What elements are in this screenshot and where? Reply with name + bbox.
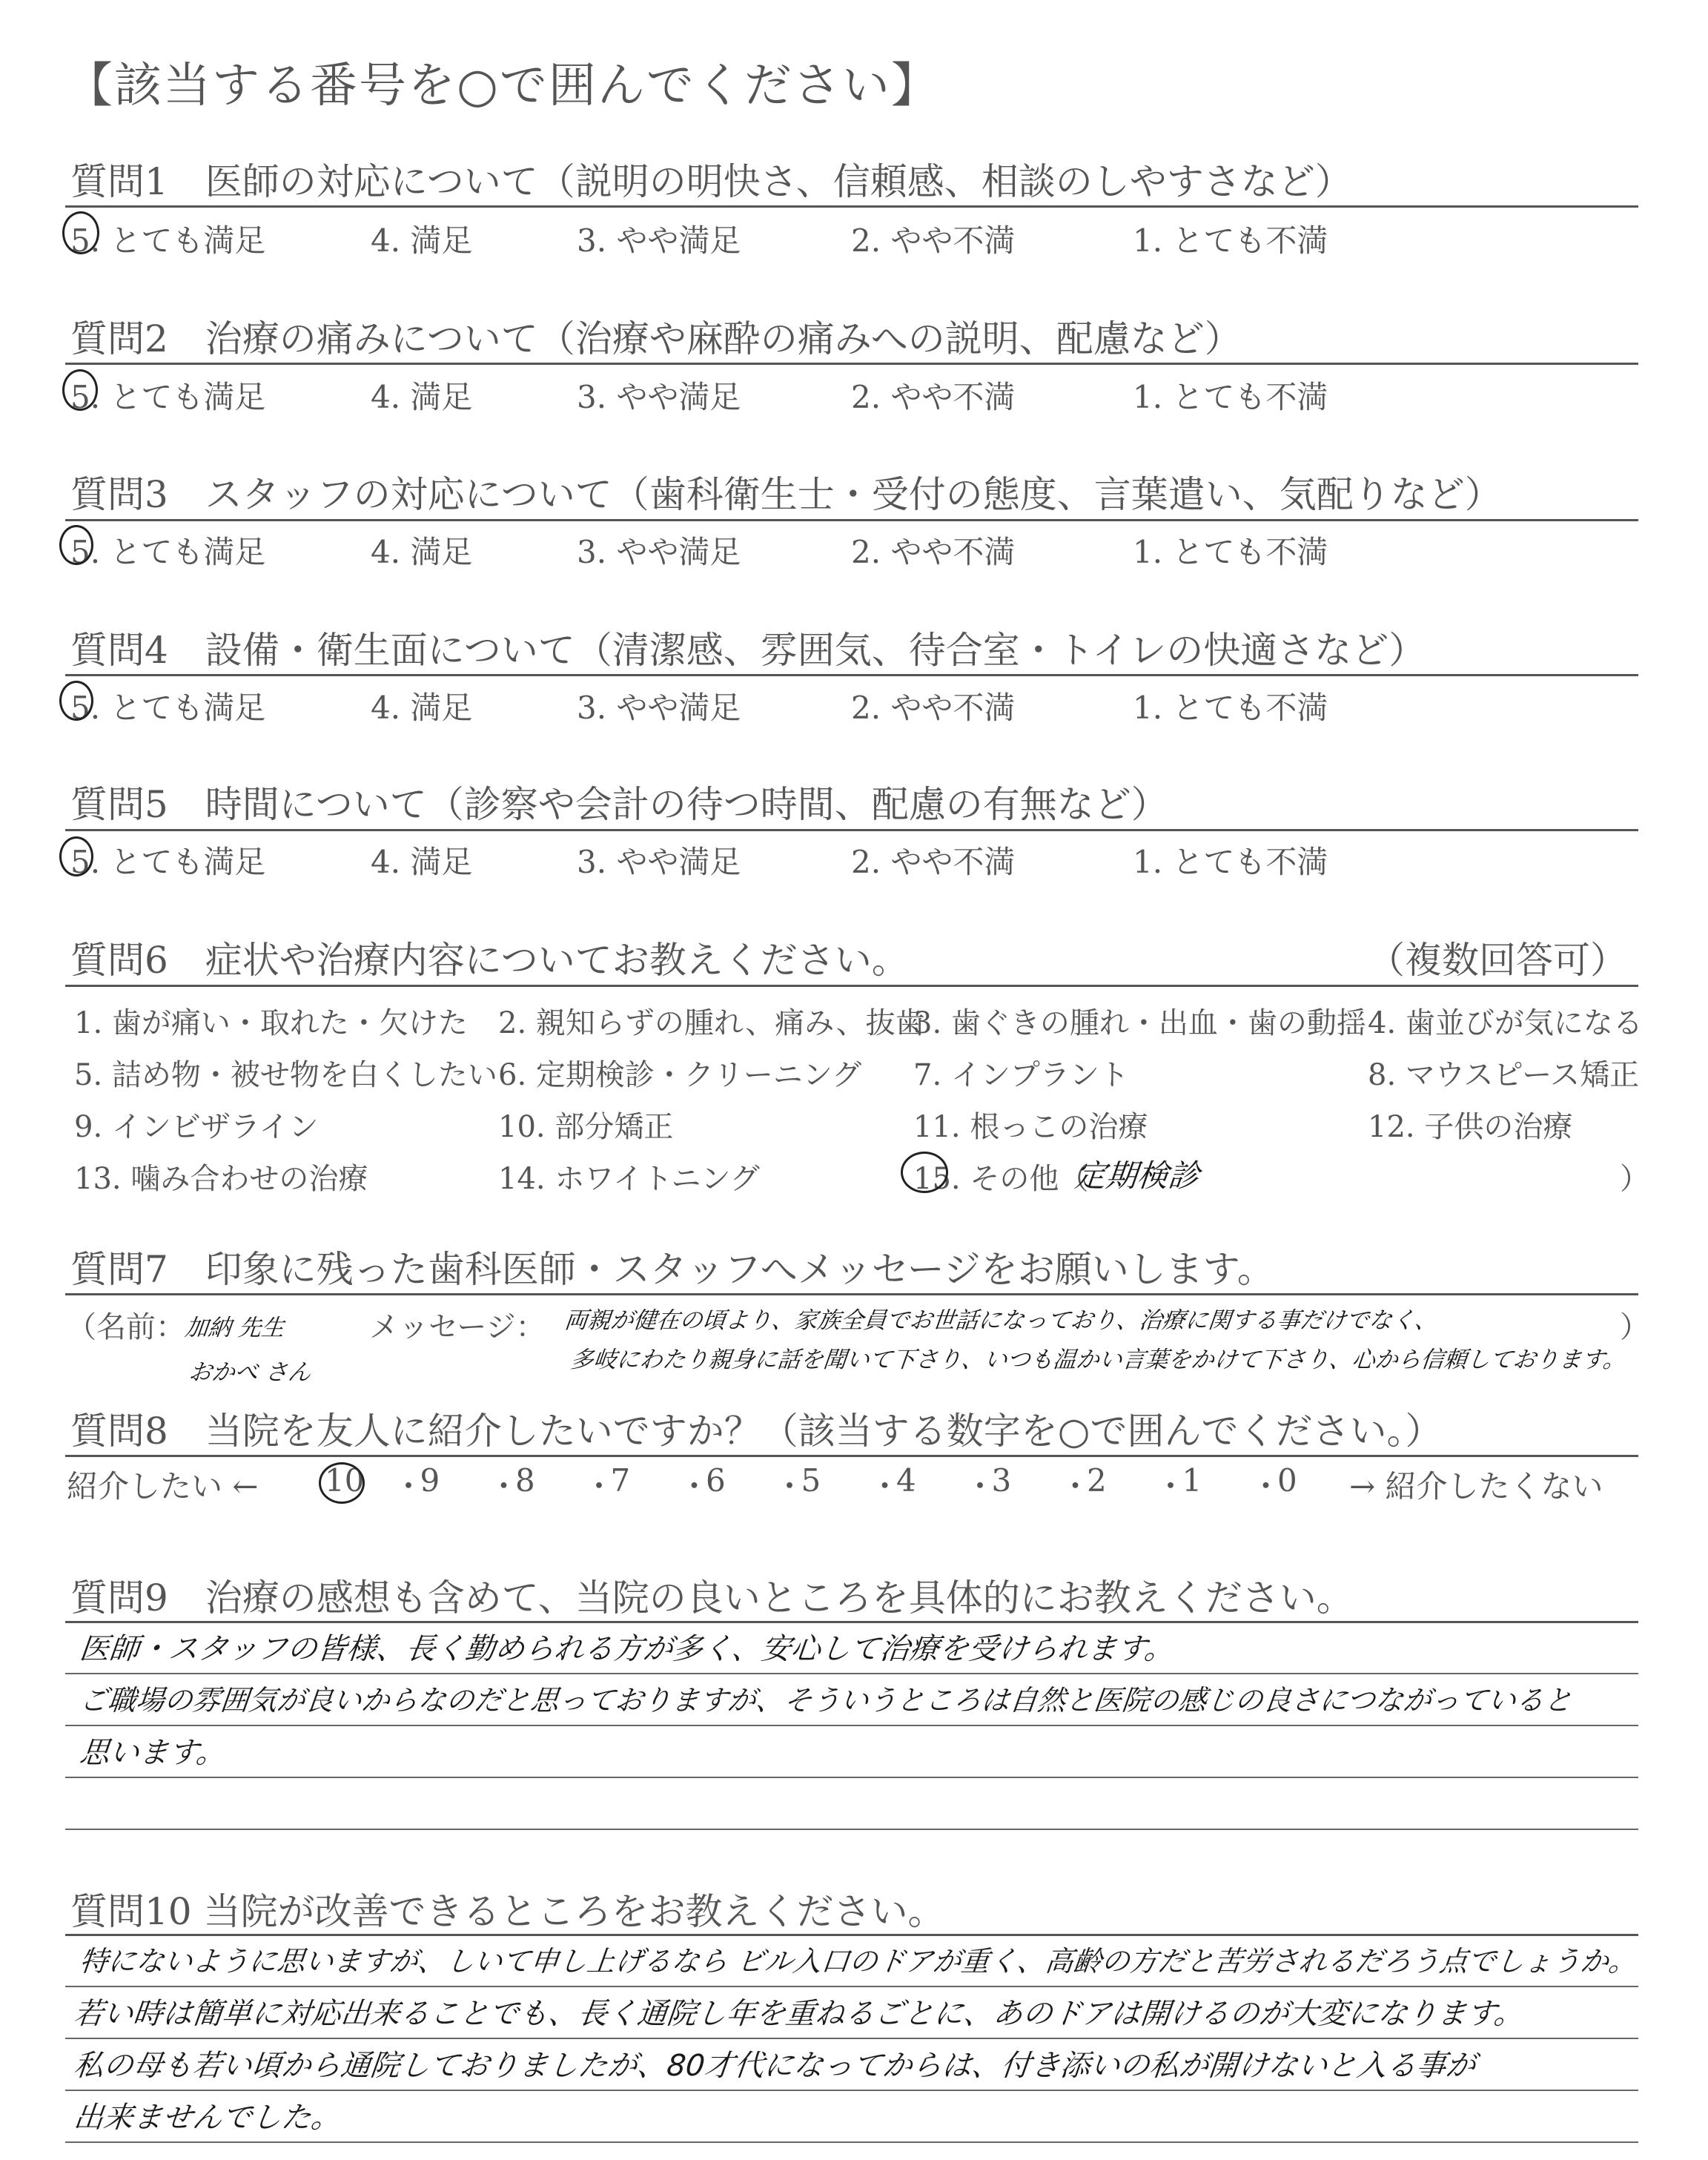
q1-option-5[interactable]: 5. とても満足 [70, 222, 266, 259]
question-6-title: 質問6 症状や治療内容についてお教えください。 [70, 939, 909, 982]
question-2-rule [65, 363, 1638, 365]
q3-option-3[interactable]: 3. やや満足 [577, 534, 741, 570]
q8-scale-3[interactable]: 3 [991, 1462, 1012, 1499]
q5-option-2[interactable]: 2. やや不満 [851, 844, 1016, 880]
q9-answer-line-2: ご職場の雰囲気が良いからなのだと思っておりますが、そういうところは自然と医院の感じの良さにつながっていると [78, 1684, 1575, 1717]
q9-line-rule-2 [65, 1725, 1638, 1726]
question-10-rule [65, 1934, 1638, 1936]
q8-scale-6[interactable]: 6 [706, 1462, 726, 1499]
q7-close: ） [1620, 1310, 1649, 1344]
q8-scale-separator: ・ [488, 1468, 520, 1505]
q8-scale-separator: ・ [1059, 1468, 1091, 1505]
q8-scale-9[interactable]: 9 [420, 1462, 440, 1499]
q2-option-4[interactable]: 4. 満足 [371, 379, 473, 415]
q1-option-2[interactable]: 2. やや不満 [851, 222, 1016, 259]
q10-answer-line-2: 若い時は簡単に対応出来ることでも、長く通院し年を重ねるごとに、あのドアは開けるのが大変になります。 [72, 1997, 1526, 2031]
q8-scale-7[interactable]: 7 [610, 1462, 631, 1499]
q1-selected-circle [62, 211, 99, 254]
question-6-rule [65, 985, 1638, 987]
q4-option-5[interactable]: 5. とても満足 [70, 690, 266, 726]
question-10-title: 質問10 当院が改善できるところをお教えください。 [70, 1890, 945, 1933]
q6-item-4[interactable]: 4. 歯並びが気になる [1368, 1006, 1643, 1040]
q5-selected-circle [59, 836, 93, 876]
q7-name-label: （名前： [67, 1310, 185, 1344]
question-8-title: 質問8 当院を友人に紹介したいですか？（該当する数字を○で囲んでください。） [70, 1410, 1443, 1453]
q3-option-4[interactable]: 4. 満足 [371, 534, 473, 570]
q6-item-7[interactable]: 7. インプラント [913, 1058, 1129, 1092]
q7-name-2: おかべ さん [187, 1359, 313, 1386]
q9-line-rule-1 [65, 1673, 1638, 1674]
q10-line-rule-3 [65, 2090, 1638, 2091]
q3-option-5[interactable]: 5. とても満足 [70, 534, 266, 570]
q8-right-label: → 紹介したくない [1349, 1468, 1603, 1505]
question-1-title: 質問1 医師の対応について（説明の明快さ、信頼感、相談のしやすさなど） [70, 160, 1352, 203]
q6-item-6[interactable]: 6. 定期検診・クリーニング [498, 1058, 862, 1092]
q1-option-4[interactable]: 4. 満足 [371, 222, 473, 259]
q5-option-3[interactable]: 3. やや満足 [577, 844, 741, 880]
q6-item-15[interactable]: 15. その他（ [913, 1162, 1089, 1196]
question-3-rule [65, 519, 1638, 521]
q8-scale-separator: ・ [678, 1468, 710, 1505]
q10-answer-line-4: 出来ませんでした。 [72, 2101, 343, 2135]
q7-message-label: メッセージ： [369, 1310, 546, 1344]
q8-scale-8[interactable]: 8 [515, 1462, 535, 1499]
q2-option-5[interactable]: 5. とても満足 [70, 379, 266, 415]
q9-answer-line-3: 思います。 [78, 1736, 228, 1770]
q10-answer-line-3: 私の母も若い頃から通院しておりましたが、80才代になってからは、付き添いの私が開けないと入る事が [72, 2049, 1477, 2083]
q8-left-label: 紹介したい ← [67, 1468, 259, 1505]
q8-scale-separator: ・ [1155, 1468, 1187, 1505]
q3-option-1[interactable]: 1. とても不満 [1133, 534, 1328, 570]
q10-line-rule-4 [65, 2141, 1638, 2143]
q7-name-1: 加納 先生 [183, 1315, 286, 1341]
q2-option-1[interactable]: 1. とても不満 [1133, 379, 1328, 415]
q3-selected-circle [59, 525, 93, 565]
q8-scale-10[interactable]: 10 [325, 1462, 365, 1499]
q8-scale-separator: ・ [1250, 1468, 1282, 1505]
q8-scale-4[interactable]: 4 [896, 1462, 916, 1499]
question-6-note: （複数回答可） [1368, 939, 1627, 982]
q6-selected-circle [901, 1152, 948, 1193]
q3-option-2[interactable]: 2. やや不満 [851, 534, 1016, 570]
q8-scale-separator: ・ [774, 1468, 806, 1505]
q10-answer-line-1: 特にないように思いますが、しいて申し上げるなら ビル入口のドアが重く、高齢の方だと苦労されるだろう点でしょうか。 [78, 1945, 1639, 1978]
q2-option-2[interactable]: 2. やや不満 [851, 379, 1016, 415]
question-7-title: 質問7 印象に残った歯科医師・スタッフへメッセージをお願いします。 [70, 1248, 1274, 1291]
q10-line-rule-1 [65, 1986, 1638, 1987]
q8-scale-separator: ・ [869, 1468, 901, 1505]
q5-option-1[interactable]: 1. とても不満 [1133, 844, 1328, 880]
q9-line-rule-4 [65, 1829, 1638, 1830]
q8-selected-circle [319, 1462, 365, 1504]
q4-selected-circle [59, 681, 93, 721]
question-9-title: 質問9 治療の感想も含めて、当院の良いところを具体的にお教えください。 [70, 1576, 1354, 1619]
q6-item-12[interactable]: 12. 子供の治療 [1368, 1110, 1573, 1144]
q8-scale-2[interactable]: 2 [1087, 1462, 1107, 1499]
q4-option-3[interactable]: 3. やや満足 [577, 690, 741, 726]
q4-option-1[interactable]: 1. とても不満 [1133, 690, 1328, 726]
question-2-title: 質問2 治療の痛みについて（治療や麻酔の痛みへの説明、配慮など） [70, 317, 1242, 360]
question-7-rule [65, 1293, 1638, 1295]
q4-option-4[interactable]: 4. 満足 [371, 690, 473, 726]
q6-item-3[interactable]: 3. 歯ぐきの腫れ・出血・歯の動揺 [913, 1006, 1366, 1040]
q2-option-3[interactable]: 3. やや満足 [577, 379, 741, 415]
q8-scale-separator: ・ [393, 1468, 425, 1505]
question-5-title: 質問5 時間について（診察や会計の待つ時間、配慮の有無など） [70, 783, 1168, 826]
q6-item-11[interactable]: 11. 根っこの治療 [913, 1110, 1148, 1144]
question-4-rule [65, 674, 1638, 676]
q7-message-line-2: 多岐にわたり親身に話を聞いて下さり、いつも温かい言葉をかけて下さり、心から信頼しております。 [569, 1347, 1628, 1373]
q6-other-answer: 定期検診 [1073, 1157, 1202, 1194]
question-8-rule [65, 1455, 1638, 1457]
q8-scale-separator: ・ [583, 1468, 615, 1505]
q6-item-5[interactable]: 5. 詰め物・被せ物を白くしたい [74, 1058, 497, 1092]
q1-option-3[interactable]: 3. やや満足 [577, 222, 741, 259]
question-9-rule [65, 1621, 1638, 1623]
q6-item-8[interactable]: 8. マウスピース矯正 [1368, 1058, 1640, 1092]
q6-item-9[interactable]: 9. インビザライン [74, 1110, 319, 1144]
q6-item-15-close: ） [1620, 1162, 1649, 1196]
q5-option-5[interactable]: 5. とても満足 [70, 844, 266, 880]
q1-option-1[interactable]: 1. とても不満 [1133, 222, 1328, 259]
question-5-rule [65, 829, 1638, 831]
question-4-title: 質問4 設備・衛生面について（清潔感、雰囲気、待合室・トイレの快適さなど） [70, 629, 1426, 672]
q8-scale-separator: ・ [964, 1468, 996, 1505]
q10-line-rule-2 [65, 2038, 1638, 2039]
q6-item-14[interactable]: 14. ホワイトニング [498, 1162, 760, 1196]
q8-scale-5[interactable]: 5 [801, 1462, 821, 1499]
q6-item-13[interactable]: 13. 噛み合わせの治療 [74, 1162, 368, 1196]
question-1-rule [65, 205, 1638, 208]
q8-scale-1[interactable]: 1 [1182, 1462, 1202, 1499]
q2-selected-circle [62, 369, 98, 411]
q7-message-line-1: 両親が健在の頃より、家族全員でお世話になっており、治療に関する事だけでなく、 [563, 1307, 1439, 1334]
q9-line-rule-3 [65, 1777, 1638, 1778]
q8-scale-0[interactable]: 0 [1277, 1462, 1297, 1499]
q4-option-2[interactable]: 2. やや不満 [851, 690, 1016, 726]
q6-item-10[interactable]: 10. 部分矯正 [498, 1110, 674, 1144]
q5-option-4[interactable]: 4. 満足 [371, 844, 473, 880]
q6-item-2[interactable]: 2. 親知らずの腫れ、痛み、抜歯 [498, 1006, 925, 1040]
question-3-title: 質問3 スタッフの対応について（歯科衛生士・受付の態度、言葉遣い、気配りなど） [70, 473, 1502, 516]
q6-item-1[interactable]: 1. 歯が痛い・取れた・欠けた [74, 1006, 468, 1040]
q9-answer-line-1: 医師・スタッフの皆様、長く勤められる方が多く、安心して治療を受けられます。 [78, 1632, 1176, 1666]
form-title: 【該当する番号を○で囲んでください】 [65, 59, 940, 113]
